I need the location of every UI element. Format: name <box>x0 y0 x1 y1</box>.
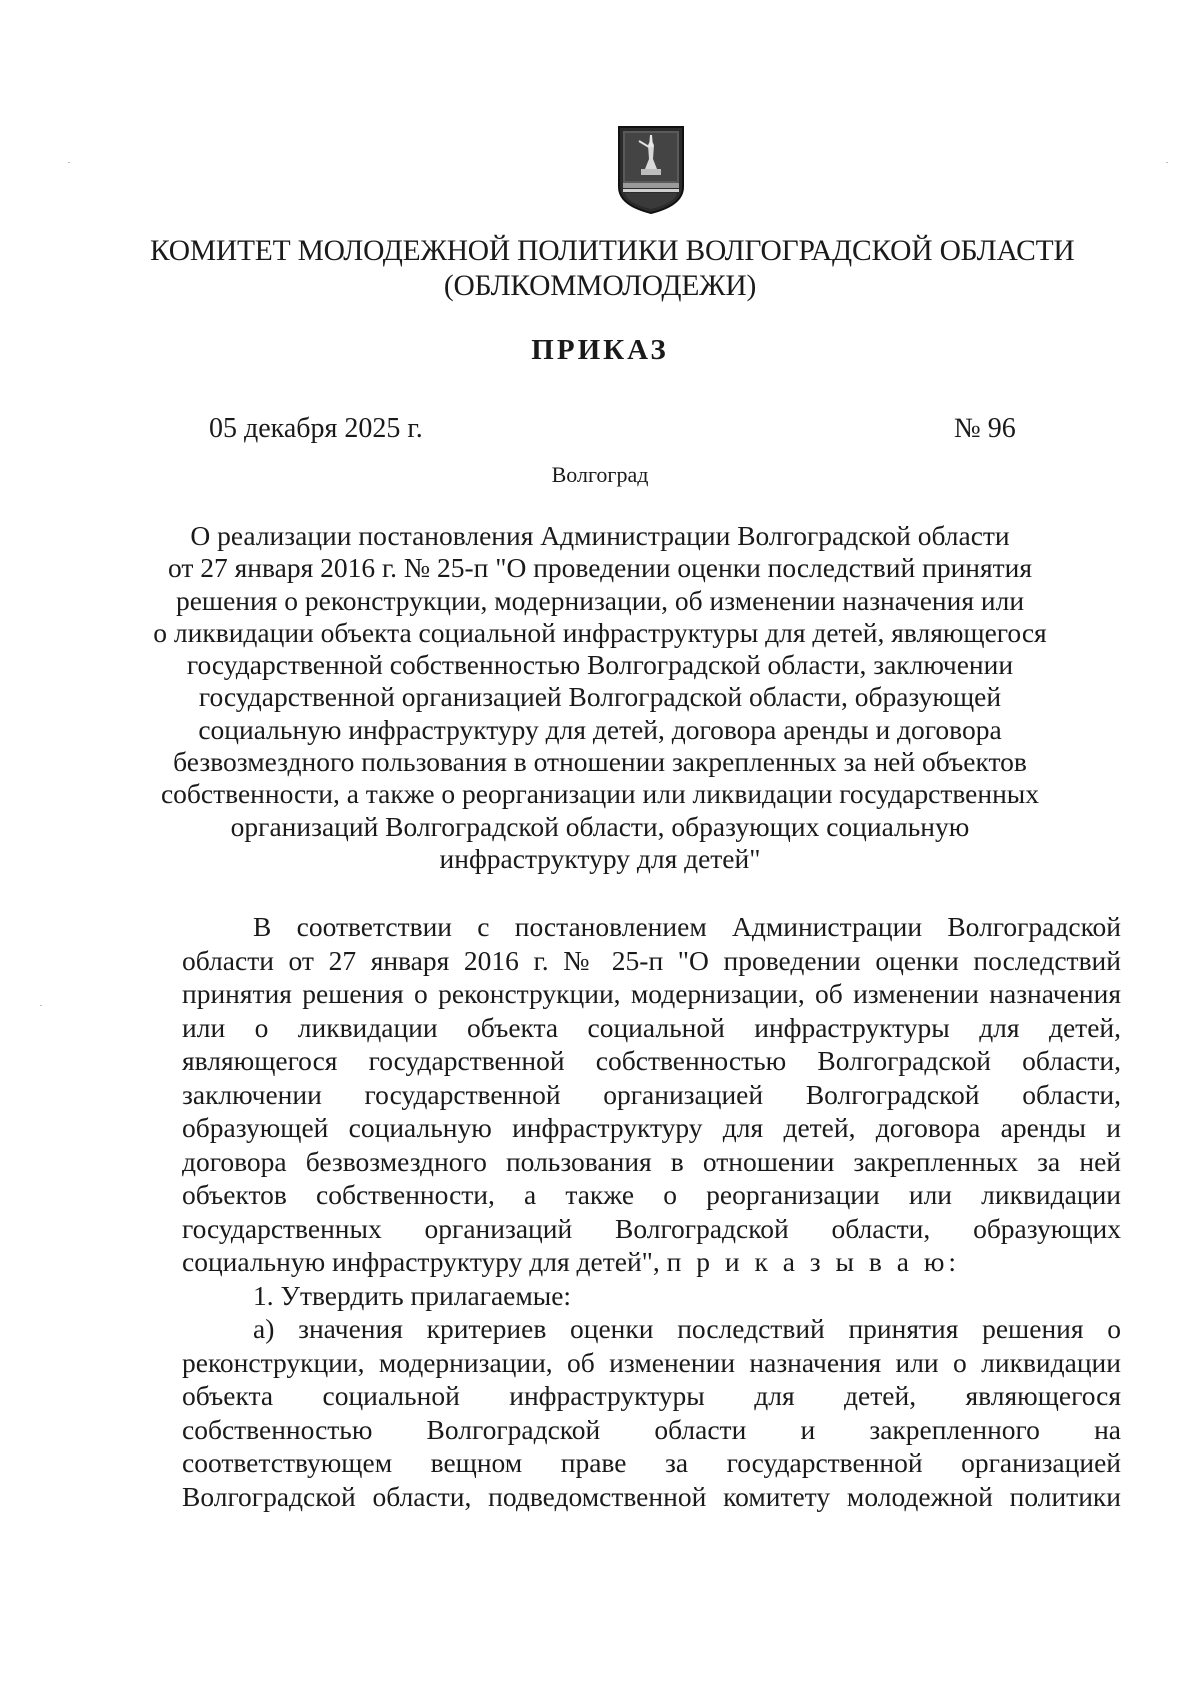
subject-line: инфраструктуру для детей" <box>439 842 761 874</box>
item-1: 1. Утвердить прилагаемые: <box>253 1279 572 1311</box>
order-subject <box>150 520 1050 875</box>
preamble-line: заключении государственной организацией Волгоградской области, <box>182 1078 1121 1110</box>
preamble-line: государственных организаций Волгоградской области, образующих <box>182 1212 1121 1244</box>
item-1a-line: а) значения критериев оценки последствий принятия решения о <box>253 1313 1121 1344</box>
subject-line: безвозмездного пользования в отношении закрепленных за ней объектов <box>173 746 1027 778</box>
preamble-line: В соответствии с постановлением Администрации Волгоградской <box>253 911 1121 942</box>
preamble-line: являющегося государственной собственностью Волгоградской области, <box>182 1045 1121 1076</box>
subject-line: собственности, а также о реорганизации или ликвидации государственных <box>160 778 1040 810</box>
org-name <box>150 234 1075 304</box>
item-1a-line: реконструкции, модернизации, об изменении назначения или о ликвидации <box>182 1346 1121 1378</box>
order-word: п р и к а з ы в а ю: <box>666 1246 961 1277</box>
doc-type-title: ПРИКАЗ <box>531 334 669 366</box>
doc-city: Волгоград <box>551 462 649 487</box>
subject-line: О реализации постановления Администрации Волгоградской области <box>190 520 1010 551</box>
preamble-line: договора безвозмездного пользования в отношении закрепленных за ней <box>182 1145 1121 1177</box>
item-1a-line: Волгоградской области, подведомственной комитету молодежной политики <box>182 1480 1121 1512</box>
preamble-line: образующей социальную инфраструктуру для детей, договора аренды и <box>182 1112 1121 1143</box>
subject-line: о ликвидации объекта социальной инфраструктуры для детей, являющегося <box>153 616 1047 648</box>
order-body <box>182 910 1121 1513</box>
coat-of-arms-emblem <box>617 125 685 215</box>
subject-line: государственной организацией Волгоградской области, образующей <box>198 681 1002 713</box>
preamble-last-line <box>182 1245 1121 1279</box>
doc-number: № 96 <box>954 413 1016 444</box>
org-name-line1: КОМИТЕТ МОЛОДЕЖНОЙ ПОЛИТИКИ ВОЛГОГРАДСКОЙ ОБЛАСТИ <box>150 235 1075 267</box>
preamble-last-text: социальную инфраструктуру для детей", <box>182 1246 660 1277</box>
scan-speck <box>68 162 70 163</box>
org-name-line2: (ОБЛКОММОЛОДЕЖИ) <box>443 270 757 302</box>
item-1a-line: соответствующем вещном праве за государственной организацией <box>182 1447 1121 1478</box>
subject-line: государственной собственностью Волгоградской области, заключении <box>186 649 1014 681</box>
subject-line: от 27 января 2016 г. № 25-п "О проведении оценки последствий принятия <box>167 552 1033 584</box>
item-1a-line: объекта социальной инфраструктуры для детей, являющегося <box>182 1380 1121 1411</box>
preamble-line: области от 27 января 2016 г. № 25-п "О проведении оценки последствий <box>182 944 1121 976</box>
subject-line: решения о реконструкции, модернизации, об изменении назначения или <box>175 584 1025 616</box>
scan-speck <box>40 1005 42 1006</box>
preamble-line: принятия решения о реконструкции, модернизации, об изменении назначения <box>182 978 1121 1009</box>
item-1a-line: собственностью Волгоградской области и закрепленного на <box>182 1413 1121 1445</box>
preamble-line: или о ликвидации объекта социальной инфраструктуры для детей, <box>182 1011 1121 1043</box>
doc-date: 05 декабря 2025 г. <box>209 413 423 444</box>
subject-line: социальную инфраструктуру для детей, договора аренды и договора <box>198 713 1002 745</box>
scan-speck <box>1166 162 1168 163</box>
preamble-line: объектов собственности, а также о реорганизации или ликвидации <box>182 1179 1121 1210</box>
subject-line: организаций Волгоградской области, образующих социальную <box>230 810 970 842</box>
